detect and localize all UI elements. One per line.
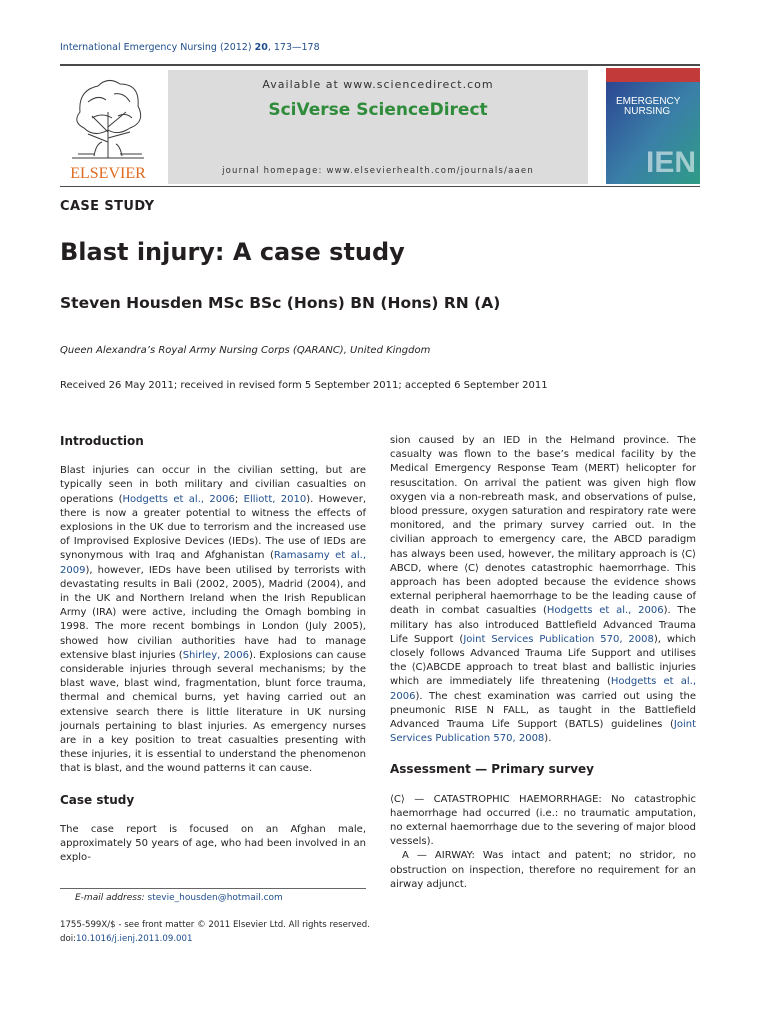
citation-link[interactable]: Ramasamy et al., 2009 xyxy=(60,550,367,576)
citation-link[interactable]: Hodgetts et al., 2006 xyxy=(390,676,697,702)
body-text: ), which closely follows Advanced Trauma Life Support and utilises the ⟨C⟩ABCDE approach to treat blast and ballistic injuries which are immediately life threatening ( xyxy=(390,633,697,688)
author-affiliation: Queen Alexandra’s Royal Army Nursing Corps (QARANC), United Kingdom xyxy=(60,345,431,356)
article-author: Steven Housden MSc BSc (Hons) BN (Hons) RN (A) xyxy=(60,294,501,312)
intro-text: ). However, there is now a greater potential to witness the effects of explosions in the UK due to terrorism and the increased use of Improvised Explosive Devices (IEDs). The use of IEDs are synonymous with Iraq and Afghanistan ( xyxy=(60,493,367,562)
received-dates: Received 26 May 2011; received in revised form 5 September 2011; accepted 6 September 2011 xyxy=(60,380,548,391)
right-column xyxy=(390,434,696,892)
introduction-paragraph xyxy=(60,464,366,776)
cover-title-line2: NURSING xyxy=(624,106,671,117)
journal-name: International Emergency Nursing (2012) xyxy=(60,42,252,53)
doi-label: doi: xyxy=(60,934,76,944)
case-study-paragraph: The case report is focused on an Afghan male, approximately 50 years of age, who had been involved in an explo- xyxy=(60,823,366,864)
intro-text: ). Explosions can cause considerable injuries through several mechanisms; by the blast wave, blast wind, fragmentation, blunt force trauma, thermal and chemical burns, yet having carried out an extensive search there is little literature in UK nursing journals pertaining to blast injuries. As emergency nurses are in a key position to treat casualties presenting with these injuries, it is essential to understand the phenomenon that is blast, and the wound patterns it can cause. xyxy=(60,649,367,775)
citation-link[interactable]: Elliott, 2010 xyxy=(243,493,307,505)
cover-mark: IEN xyxy=(646,146,697,179)
body-text: ). The chest examination was carried out using the pneumonic RISE N FALL, as taught in the Battlefield Advanced Trauma Life Support (BATLS) guidelines ( xyxy=(390,690,696,731)
citation-link[interactable]: Hodgetts et al., 2006 xyxy=(122,493,235,505)
sciverse-logo-text[interactable]: SciVerse ScienceDirect xyxy=(268,100,488,120)
citation-link[interactable]: Joint Services Publication 570, 2008 xyxy=(463,633,654,645)
journal-volume: 20 xyxy=(254,42,268,53)
heading-introduction: Introduction xyxy=(60,434,144,448)
heading-case-study: Case study xyxy=(60,792,135,807)
airway-paragraph: A — AIRWAY: Was intact and patent; no stridor, no obstruction on inspection, therefore no requirement for an airway adjunct. xyxy=(390,850,696,890)
doi-line xyxy=(60,934,192,944)
heading-assessment: Assessment — Primary survey xyxy=(390,762,595,777)
footnote-rule xyxy=(60,888,366,889)
author-email xyxy=(75,893,283,903)
citation-link[interactable]: Hodgetts et al., 2006 xyxy=(546,605,664,617)
doi-link[interactable]: 10.1016/j.ienj.2011.09.001 xyxy=(76,934,193,944)
header-rule-bottom xyxy=(60,186,700,187)
catastrophic-haemorrhage-paragraph: ⟨C⟩ — CATASTROPHIC HAEMORRHAGE: No catastrophic haemorrhage had occurred (i.e.: no traumatic amputation, no external haemorrhage due to the severing of major blood vessels). xyxy=(390,793,696,848)
citation-link[interactable]: Joint Services Publication 570, 2008 xyxy=(390,719,696,745)
section-tag: CASE STUDY xyxy=(60,199,155,214)
citation-link[interactable]: Shirley, 2006 xyxy=(182,649,249,661)
journal-citation[interactable] xyxy=(60,42,320,53)
sciencedirect-banner xyxy=(168,70,588,184)
intro-text: ; xyxy=(234,493,244,505)
elsevier-wordmark: ELSEVIER xyxy=(70,165,146,182)
copyright-line: 1755-599X/$ - see front matter © 2011 Elsevier Ltd. All rights reserved. xyxy=(60,920,370,930)
case-continued-paragraph xyxy=(390,434,696,746)
journal-cover-image xyxy=(606,68,700,184)
body-text: ). The military has also introduced Battlefield Advanced Trauma Life Support ( xyxy=(390,605,697,645)
body-text: ). xyxy=(544,733,552,745)
journal-pages: , 173—178 xyxy=(267,42,320,53)
available-at-text[interactable]: Available at www.sciencedirect.com xyxy=(262,78,494,91)
journal-cover xyxy=(606,68,700,184)
left-column xyxy=(60,434,366,865)
intro-text: Blast injuries can occur in the civilian setting, but are typically seen in both military and civilian casualties on operations ( xyxy=(60,465,366,505)
journal-homepage-text[interactable]: journal homepage: www.elsevierhealth.com/journals/aaen xyxy=(222,166,534,176)
cover-title-line1: EMERGENCY xyxy=(616,96,681,107)
intro-text: ), however, IEDs have been utilised by terrorists with devastating results in Bali (2002, 2005), Madrid (2004), and in the UK and Northern Ireland when the Irish Republican Army (IRA) were active, including the Omagh bombing in 1998. The more recent bombings in London (July 2005), showed how civilian authorities have had to manage extensive blast injuries ( xyxy=(60,564,366,661)
elsevier-tree-icon xyxy=(58,72,158,182)
body-text: sion caused by an IED in the Helmand province. The casualty was flown to the base’s medical facility by the Medical Emergency Response Team (MERT) helicopter for resuscitation. On arrival the patient was given high flow oxygen via a non-rebreath mask, and observations of pulse, blood pressure, oxygen saturation and respiratory rate were monitored, and the primary survey carried out. In the civilian approach to emergency care, the ABCD paradigm has always been used, however, the military approach is ⟨C⟩ABCD, where ⟨C⟩ denotes catastrophic haemorrhage. This approach has been adopted because the evidence shows external peripheral haemorrhage to be the leading cause of death in combat casualties ( xyxy=(390,435,696,617)
elsevier-logo xyxy=(58,72,158,182)
email-label: E-mail address: xyxy=(75,893,148,903)
article-title: Blast injury: A case study xyxy=(60,238,405,266)
header-rule xyxy=(60,64,700,66)
email-link[interactable]: stevie_housden@hotmail.com xyxy=(147,893,283,903)
